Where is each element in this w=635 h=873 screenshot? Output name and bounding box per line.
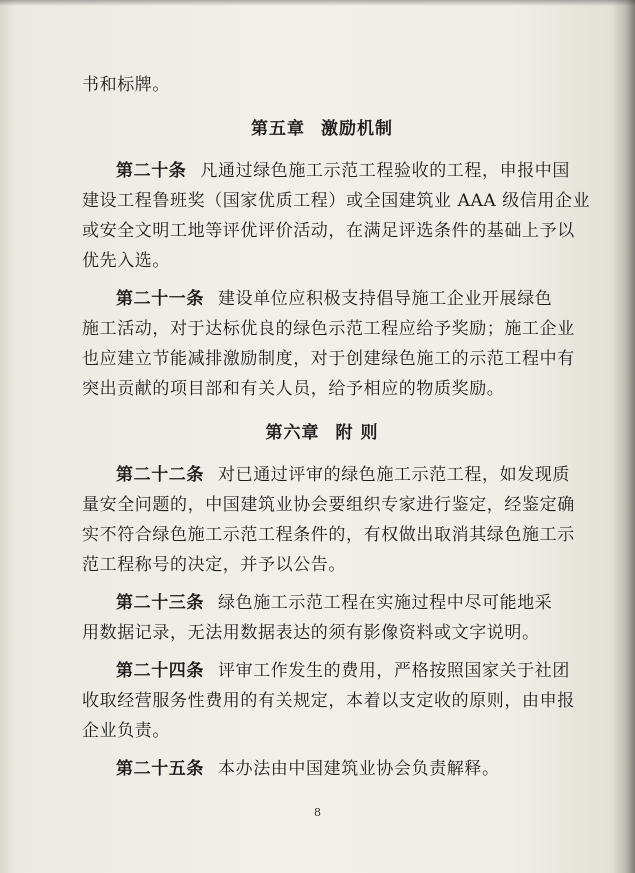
page-top-shadow: [0, 0, 635, 6]
article-text: 企业负责。: [82, 721, 170, 741]
article-25: [82, 754, 562, 784]
article-label: 第二十三条: [116, 593, 204, 613]
article-text: 或安全文明工地等评优评价活动，在满足评选条件的基础上予以: [82, 221, 575, 241]
chapter-title: 附 则: [335, 423, 379, 443]
article-text: 绿色施工示范工程在实施过程中尽可能地采: [218, 593, 553, 613]
article-text: 建设单位应积极支持倡导施工企业开展绿色: [218, 289, 553, 309]
article-text: 范工程称号的决定，并予以公告。: [82, 555, 346, 575]
article-text: 实不符合绿色施工示范工程条件的，有权做出取消其绿色施工示: [82, 525, 575, 545]
article-text: 收取经营服务性费用的有关规定，本着以支定收的原则，由申报: [82, 691, 575, 711]
article-text: 凡通过绿色施工示范工程验收的工程，申报中国: [200, 161, 571, 181]
paragraph-continuation: 书和标牌。: [82, 75, 170, 95]
article-text: 用数据记录，无法用数据表达的须有影像资料或文字说明。: [82, 623, 540, 643]
article-22: [82, 460, 575, 580]
chapter-label: 第五章: [251, 119, 305, 139]
article-text: 施工活动，对于达标优良的绿色示范工程应给予奖励；施工企业: [82, 319, 575, 339]
chapter-label: 第六章: [265, 423, 320, 443]
article-text: 突出贡献的项目部和有关人员，给予相应的物质奖励。: [82, 379, 505, 399]
article-label: 第二十二条: [116, 465, 204, 485]
page-right-shadow: [613, 0, 635, 873]
article-text: 量安全问题的，中国建筑业协会要组织专家进行鉴定，经鉴定确: [82, 495, 575, 515]
article-text: 评审工作发生的费用，严格按照国家关于社团: [218, 661, 570, 681]
chapter-title: 激励机制: [321, 119, 393, 139]
article-23: [82, 588, 562, 648]
article-text: 优先入选。: [82, 251, 170, 271]
article-label: 第二十五条: [116, 759, 204, 779]
article-text: 也应建立节能减排激励制度，对于创建绿色施工的示范工程中有: [82, 349, 575, 369]
article-text: 建设工程鲁班奖（国家优质工程）或全国建筑业 AAA 级信用企业: [82, 191, 591, 211]
article-label: 第二十四条: [116, 661, 204, 681]
chapter-heading-6: [82, 418, 562, 448]
article-24: [82, 656, 575, 746]
article-label: 第二十条: [116, 161, 187, 181]
article-text: 对已通过评审的绿色施工示范工程，如发现质: [218, 465, 570, 485]
article-label: 第二十一条: [116, 289, 204, 309]
article-text: 本办法由中国建筑业协会负责解释。: [218, 759, 500, 779]
page-number: 8: [314, 806, 321, 819]
article-21: [82, 284, 575, 404]
chapter-heading-5: [82, 114, 562, 144]
document-body: [82, 70, 591, 784]
article-20: [82, 156, 591, 276]
